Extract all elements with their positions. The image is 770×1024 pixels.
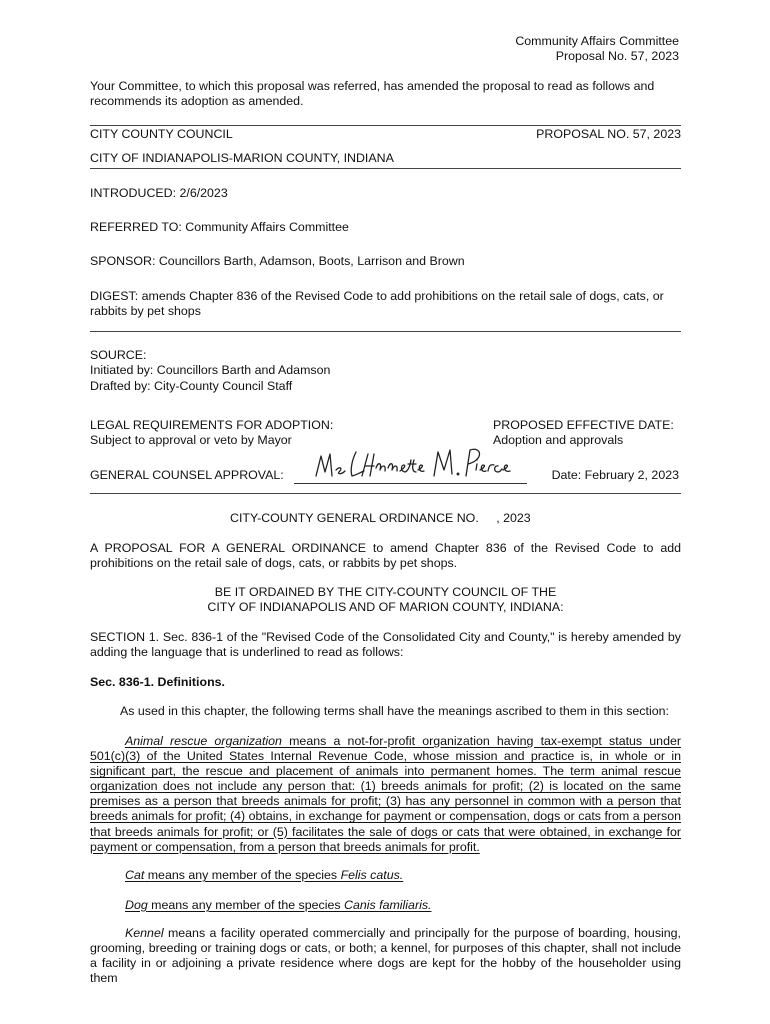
ordinance-year: , 2023 xyxy=(496,511,531,525)
effective-value: Adoption and approvals xyxy=(493,433,624,448)
term-dog: Dog xyxy=(125,898,148,912)
term-animal-rescue: Animal rescue organization xyxy=(125,734,282,748)
definition-dog-text: means any member of the species xyxy=(147,898,345,912)
definition-dog xyxy=(125,898,431,913)
sponsor: SPONSOR: Councillors Barth, Adamson, Boots, Larrison and Brown xyxy=(90,254,465,268)
header-committee: Community Affairs Committee xyxy=(515,34,679,48)
term-kennel: Kennel xyxy=(125,926,164,940)
proposal-statement: A PROPOSAL FOR A GENERAL ORDINANCE to amend Chapter 836 of the Revised Code to add prohibitions on the retail sale of dogs, cats, or rabbits by pet shops. xyxy=(90,541,681,571)
counsel-label: GENERAL COUNSEL APPROVAL: xyxy=(90,468,284,482)
species-cat: Felis catus. xyxy=(340,868,404,882)
source-label: SOURCE: xyxy=(90,348,147,362)
city-name: CITY OF INDIANAPOLIS-MARION COUNTY, INDIANA xyxy=(90,151,394,165)
divider xyxy=(90,125,681,126)
digest: DIGEST: amends Chapter 836 of the Revised Code to add prohibitions on the retail sale of dogs, cats, or rabbits by pet shops xyxy=(90,289,664,319)
legal-label: LEGAL REQUIREMENTS FOR ADOPTION: xyxy=(90,418,334,432)
term-cat: Cat xyxy=(125,868,145,882)
source-block xyxy=(90,348,330,394)
definition-kennel-text: means a facility operated commercially and principally for the purpose of boarding, housing, grooming, breeding or training dogs or cats, or both; a kennel, for purposes of this chapter, shall not include a facility in or adjoining a private residence where dogs are kept for the hobby of the householder using them xyxy=(90,926,681,986)
council-name: CITY COUNTY COUNCIL xyxy=(90,127,233,141)
referred-to: REFERRED TO: Community Affairs Committee xyxy=(90,220,349,234)
definition-animal-rescue-text: means a not-for-profit organization having tax-exempt status under 501(c)(3) of the United States Internal Revenue Code, whose mission and practice is, in whole or in significant part, the rescue and placement of animals into permanent homes. The term animal rescue organization does not include any person that: (1) breeds animals for profit; (2) is located on the same premises as a person that breeds animals for profit; (3) has any personnel in common with a person that breeds animals for profit; (4) obtains, in exchange for payment or compensation, dogs or cats from a person that breeds animals for profit; or (5) facilitates the sale of dogs or cats that were obtained, in exchange for payment or compensation, from a person that breeds animals for profit. xyxy=(90,734,681,854)
council-row xyxy=(90,127,681,142)
as-used-text: As used in this chapter, the following terms shall have the meanings ascribed to them in this section: xyxy=(120,704,669,718)
divider xyxy=(90,168,681,169)
ordained-line-2: CITY OF INDIANAPOLIS AND OF MARION COUNTY, INDIANA: xyxy=(207,600,564,615)
definition-kennel xyxy=(90,926,681,986)
ordained-line-1: BE IT ORDAINED BY THE CITY-COUNTY COUNCIL OF THE xyxy=(214,585,557,599)
handwritten-signature xyxy=(312,438,512,482)
source-initiated: Initiated by: Councillors Barth and Adamson xyxy=(90,363,331,378)
counsel-date: Date: February 2, 2023 xyxy=(551,468,679,482)
ordained-clause xyxy=(90,585,681,616)
header-proposal-ref: Proposal No. 57, 2023 xyxy=(555,49,679,64)
effective-label: PROPOSED EFFECTIVE DATE: xyxy=(493,418,674,432)
ordinance-number-line xyxy=(230,511,531,526)
intro-text: Your Committee, to which this proposal was referred, has amended the proposal to read as follows and recommends its adoption as amended. xyxy=(90,79,655,109)
section-1: SECTION 1. Sec. 836-1 of the "Revised Code of the Consolidated City and County," is hereby amended by adding the language that is underlined to read as follows: xyxy=(90,630,681,660)
definition-cat-text: means any member of the species xyxy=(144,868,341,882)
legal-value: Subject to approval or veto by Mayor xyxy=(90,433,292,448)
effective-date xyxy=(493,418,674,449)
divider xyxy=(90,331,681,332)
definition-cat xyxy=(125,868,403,883)
legal-requirements xyxy=(90,418,333,449)
introduced-date: INTRODUCED: 2/6/2023 xyxy=(90,186,228,200)
divider xyxy=(90,493,681,494)
species-dog: Canis familiaris. xyxy=(344,898,432,912)
ordinance-number-label: CITY-COUNTY GENERAL ORDINANCE NO. xyxy=(230,511,479,525)
section-heading: Sec. 836-1. Definitions. xyxy=(90,675,225,689)
source-drafted: Drafted by: City-County Council Staff xyxy=(90,378,293,393)
definition-animal-rescue xyxy=(90,734,681,855)
proposal-number: PROPOSAL NO. 57, 2023 xyxy=(536,127,681,141)
header-block xyxy=(90,34,679,65)
